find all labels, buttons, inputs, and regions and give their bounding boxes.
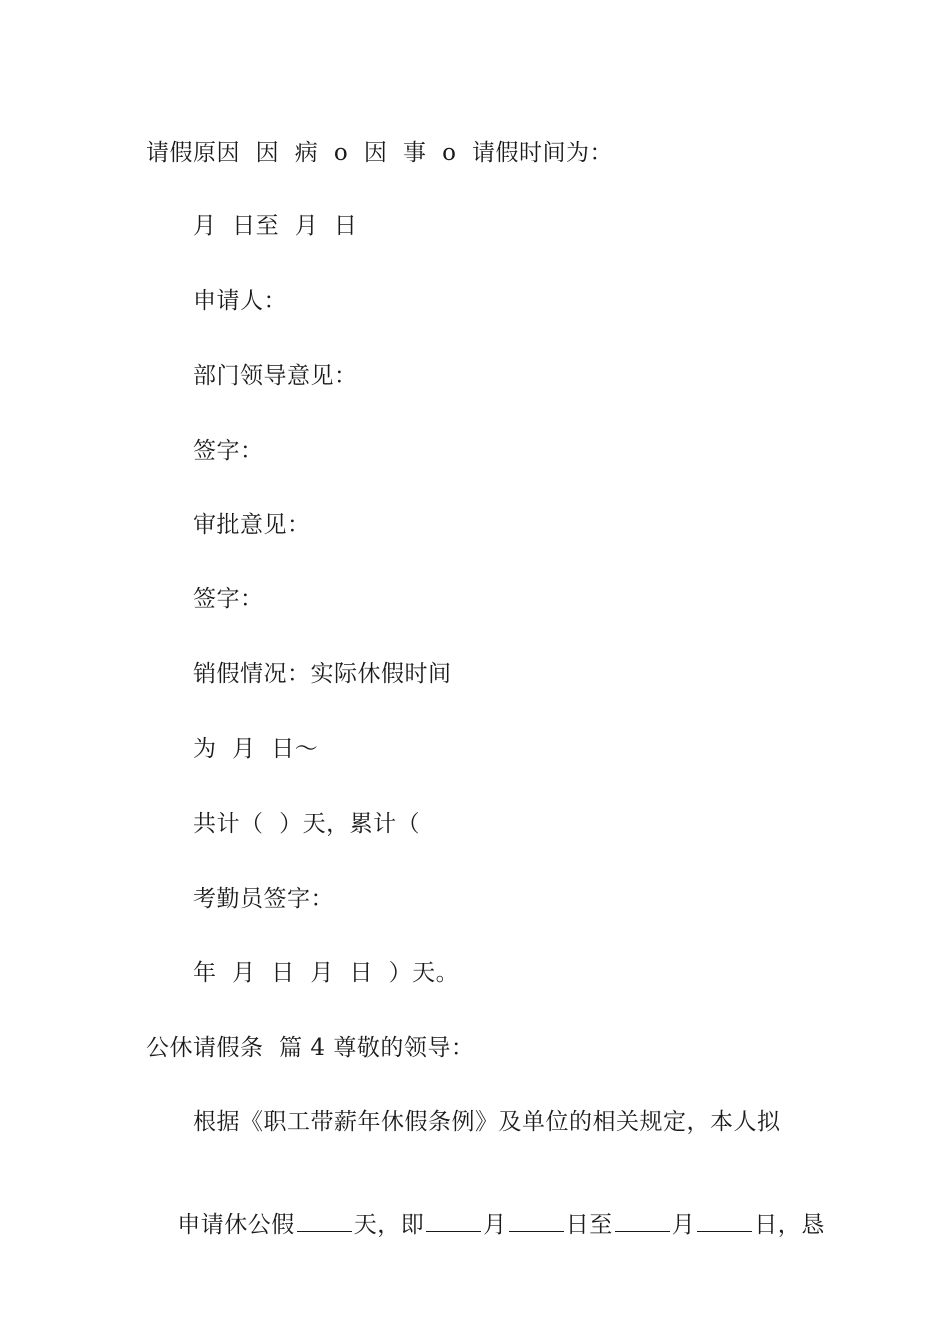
- leave-reason-line: 请假原因 因 病 o 因 事 o 请假时间为：: [146, 140, 614, 166]
- approval-opinion-label: 审批意见：: [193, 512, 311, 538]
- blank-end-month: [615, 1211, 670, 1232]
- text-segment: 日至: [565, 1212, 613, 1238]
- applicant-label: 申请人：: [193, 288, 287, 314]
- body-paragraph-line-1: 根据《职工带薪年休假条例》及单位的相关规定，本人拟: [193, 1109, 781, 1135]
- text-segment: 天，即: [353, 1212, 425, 1238]
- signature-label-1: 签字：: [193, 438, 264, 464]
- blank-days: [297, 1211, 352, 1232]
- blank-end-day: [697, 1211, 752, 1232]
- text-segment: 日，恳: [754, 1212, 825, 1238]
- blank-start-month: [426, 1211, 481, 1232]
- for-date-line: 为 月 日～: [193, 736, 319, 762]
- department-opinion-label: 部门领导意见：: [193, 363, 358, 389]
- leave-date-range-line: 月 日至 月 日: [193, 213, 358, 239]
- year-date-line: 年 月 日 月 日 ）天。: [193, 960, 460, 986]
- total-days-line: 共计（ ）天，累计（: [193, 811, 421, 837]
- body-paragraph-line-2: [146, 1183, 825, 1267]
- text-segment: 月: [671, 1212, 696, 1238]
- text-segment: 申请休公假: [177, 1212, 295, 1238]
- signature-label-2: 签字：: [193, 586, 264, 612]
- attendance-signature-label: 考勤员签字：: [193, 886, 334, 912]
- section-title: 公休请假条 篇 4 尊敬的领导：: [146, 1035, 475, 1061]
- blank-start-day: [509, 1211, 564, 1232]
- cancel-leave-line: 销假情况：实际休假时间: [193, 661, 452, 687]
- text-segment: 月: [483, 1212, 507, 1238]
